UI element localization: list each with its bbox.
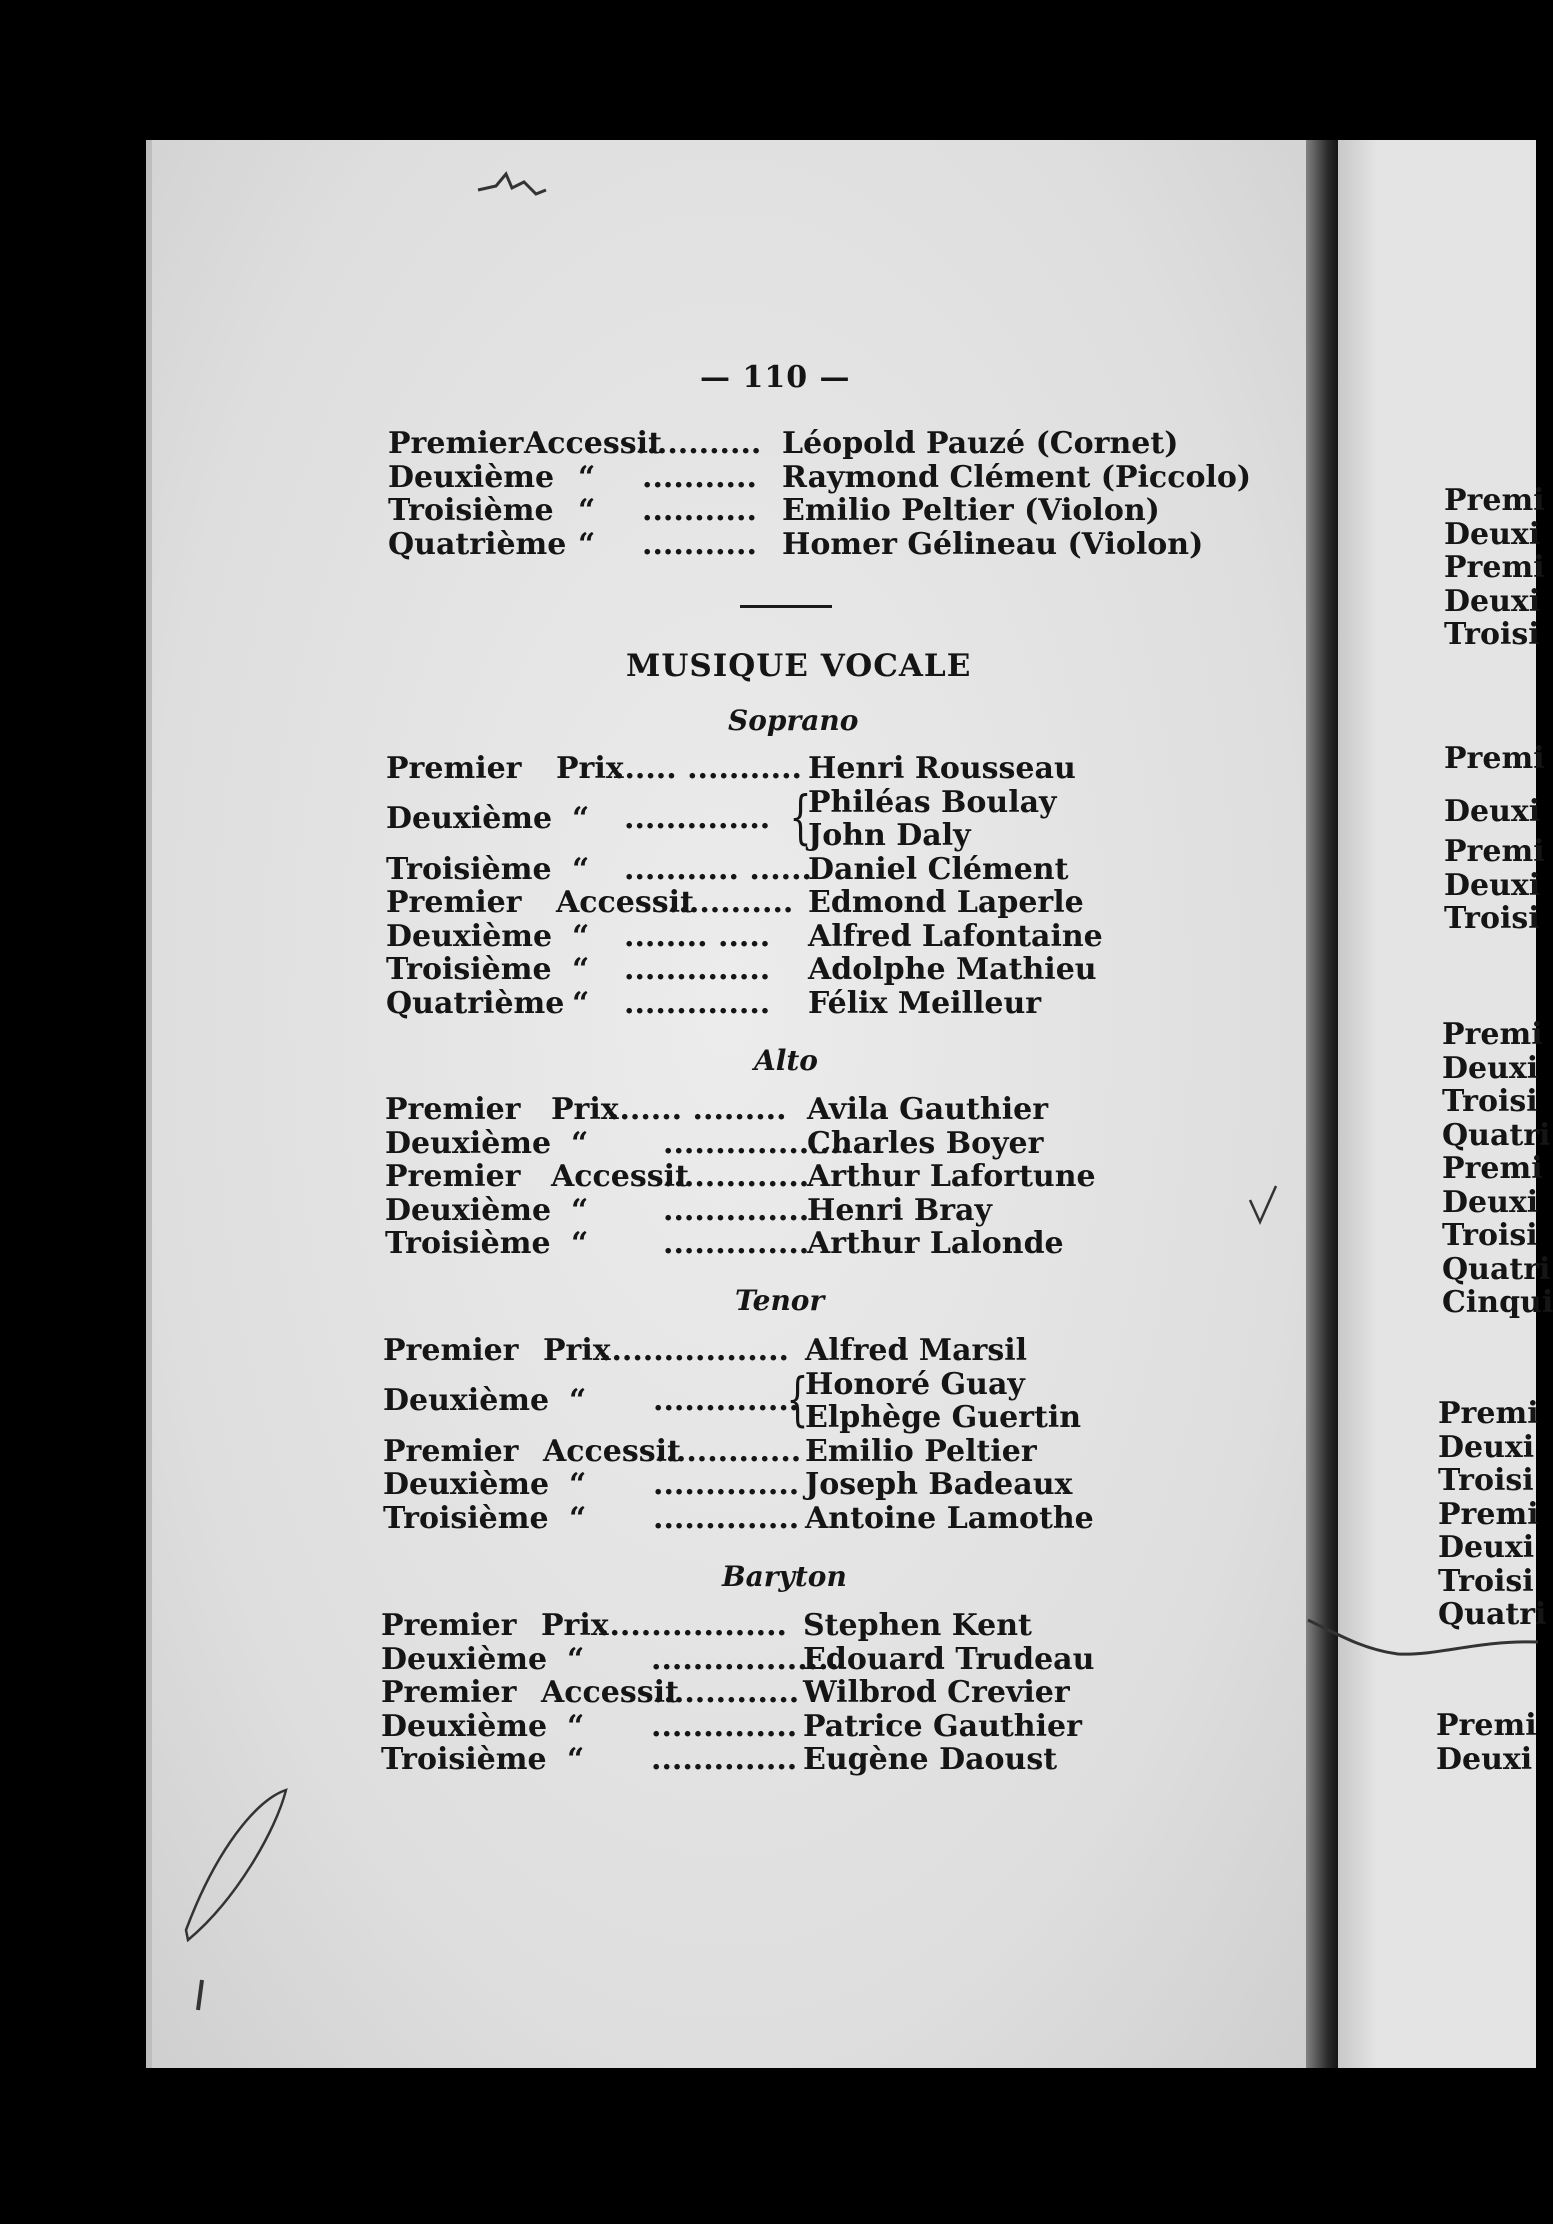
winner-name: Philéas Boulay <box>808 784 1057 820</box>
award-row <box>385 1127 1205 1161</box>
award-type: “ <box>578 459 596 495</box>
leader-dots: ........ ..... <box>624 918 771 954</box>
baryton-title: Baryton <box>722 1560 847 1593</box>
award-row <box>383 1468 1203 1502</box>
section-divider <box>740 605 832 608</box>
award-rank: Deuxième <box>388 459 555 495</box>
award-row <box>386 987 1206 1021</box>
winner-name: Edouard Trudeau <box>803 1641 1095 1677</box>
winner-name: Arthur Lalonde <box>807 1226 1064 1261</box>
award-row <box>386 853 1206 887</box>
winner-name: Alfred Marsil <box>805 1333 1028 1368</box>
leader-dots: .................. <box>601 1333 789 1368</box>
grouping-brace: { <box>786 1364 809 1433</box>
award-rank: Troisième <box>388 493 554 528</box>
award-row <box>386 886 1206 920</box>
book-gutter <box>1300 140 1340 2068</box>
award-rank: Premier <box>386 885 522 920</box>
right-page-word: Quatri <box>1442 1117 1551 1153</box>
alto-title: Alto <box>754 1044 818 1077</box>
award-type: Accessit <box>551 1159 689 1194</box>
award-rank: Deuxième <box>386 918 553 954</box>
leader-dots: .............. <box>653 1500 800 1536</box>
right-page-word: Premi <box>1442 1017 1543 1052</box>
leader-dots: .............. <box>653 1382 800 1418</box>
award-type: “ <box>567 1742 585 1777</box>
winner-name: Avila Gauthier <box>807 1092 1048 1127</box>
right-page-word: Troisi <box>1444 901 1540 936</box>
leader-dots: .................. <box>599 1608 787 1643</box>
award-row <box>388 459 1252 495</box>
award-rank: Premier <box>383 1433 519 1469</box>
right-page-word: Deuxi <box>1444 867 1541 903</box>
winner-name: Félix Meilleur <box>808 985 1042 1021</box>
right-page-word: Deuxi <box>1444 583 1541 619</box>
right-page-word: Premi <box>1444 483 1545 518</box>
award-row <box>381 1743 1201 1777</box>
award-type: Prix <box>543 1333 611 1368</box>
award-row <box>386 920 1206 954</box>
award-rank: Troisième <box>386 851 552 887</box>
award-type: Accessit <box>524 426 662 461</box>
award-row <box>386 953 1206 987</box>
award-rank: Premier <box>383 1333 519 1368</box>
right-page-word: Premi <box>1438 1496 1539 1532</box>
award-type: “ <box>578 493 596 528</box>
right-page-word: Premi <box>1442 1151 1543 1186</box>
instrumental-list <box>388 426 1252 562</box>
award-rank: Premier <box>381 1675 517 1710</box>
award-type: “ <box>572 800 590 836</box>
right-page-word: Deuxi <box>1438 1429 1535 1465</box>
award-rank: Deuxième <box>381 1708 548 1744</box>
alto-list <box>385 1093 1205 1261</box>
right-page-word: Cinqui <box>1442 1285 1553 1320</box>
award-row <box>381 1676 1201 1710</box>
award-row <box>388 427 1208 461</box>
award-rank: Deuxième <box>386 800 553 836</box>
leader-dots: .............. <box>663 1192 810 1228</box>
award-row <box>385 1093 1205 1127</box>
award-row <box>381 1643 1201 1677</box>
award-row <box>385 1194 1205 1228</box>
winner-name: Honoré Guay <box>805 1366 1025 1402</box>
right-group-5 <box>1438 1397 1546 1632</box>
award-row <box>381 1609 1201 1643</box>
award-row <box>388 494 1208 528</box>
award-rank: Troisième <box>386 952 552 987</box>
winner-name: Elphège Guertin <box>805 1399 1082 1435</box>
leader-dots: ........... ...... <box>624 851 812 887</box>
right-page-word: Quatri <box>1442 1251 1551 1287</box>
award-type: “ <box>567 1641 585 1677</box>
award-rank: Deuxième <box>385 1125 552 1161</box>
right-group-6 <box>1436 1709 1537 1776</box>
award-row <box>385 1227 1205 1261</box>
leader-dots: .............. <box>663 1159 810 1194</box>
winner-name: Antoine Lamothe <box>805 1500 1094 1536</box>
winner-name: Wilbrod Crevier <box>803 1675 1070 1710</box>
award-row <box>381 1710 1201 1744</box>
award-rank: Quatrième <box>388 526 567 562</box>
award-rank: Premier <box>385 1092 521 1127</box>
right-page-word: Troisi <box>1438 1563 1534 1599</box>
leader-dots: .............. <box>663 1226 810 1261</box>
right-page-word: Deuxi <box>1438 1530 1535 1565</box>
award-row <box>388 528 1208 562</box>
award-rank: Premier <box>388 426 524 461</box>
leader-dots: .............. <box>653 1467 800 1502</box>
tenor-list <box>383 1334 1203 1535</box>
winner-name: Eugène Daoust <box>803 1742 1058 1777</box>
award-type: “ <box>578 526 596 562</box>
right-page-word: Quatri <box>1438 1597 1547 1632</box>
baryton-list <box>381 1609 1201 1777</box>
leader-dots: .............. <box>655 1433 802 1469</box>
award-type: “ <box>571 1192 589 1228</box>
award-type: “ <box>569 1500 587 1536</box>
award-type: Accessit <box>541 1675 679 1710</box>
award-rank: Deuxième <box>385 1192 552 1228</box>
award-row <box>386 782 1206 853</box>
award-type: Accessit <box>556 885 694 920</box>
soprano-title: Soprano <box>728 704 859 737</box>
winner-name: Charles Boyer <box>807 1125 1044 1161</box>
leader-dots: ............ <box>668 885 794 920</box>
leader-dots: ............ <box>636 426 762 461</box>
winner-name: Patrice Gauthier <box>803 1708 1082 1744</box>
award-rank: Deuxième <box>383 1467 550 1502</box>
award-type: “ <box>569 1467 587 1502</box>
award-row <box>383 1364 1203 1435</box>
winner-name: Henri Bray <box>807 1192 992 1228</box>
winner-name: Emilio Peltier <box>805 1433 1037 1469</box>
winner-name: Emilio Peltier (Violon) <box>782 493 1160 528</box>
right-page-word: Deuxi <box>1444 516 1541 552</box>
award-rank: Premier <box>386 751 522 786</box>
leader-dots: ....... ......... <box>609 1092 787 1127</box>
award-type: “ <box>569 1382 587 1418</box>
right-group-2 <box>1444 732 1545 838</box>
right-group-4 <box>1442 1018 1553 1320</box>
right-page-word: Deuxi <box>1442 1184 1539 1220</box>
grouping-brace: { <box>789 782 812 851</box>
right-page-word: Premi <box>1444 741 1545 776</box>
winner-name: Arthur Lafortune <box>807 1159 1096 1194</box>
award-rank: Premier <box>385 1159 521 1194</box>
winner-name: Léopold Pauzé (Cornet) <box>782 426 1179 461</box>
award-rank: Quatrième <box>386 985 565 1021</box>
winner-name: Stephen Kent <box>803 1608 1032 1643</box>
leader-dots: ...... ........... <box>614 751 802 786</box>
right-page-word: Premi <box>1438 1396 1539 1431</box>
winner-name: Homer Gélineau (Violon) <box>782 526 1204 562</box>
pencil-checkmark <box>1246 1180 1286 1240</box>
award-type: “ <box>572 985 590 1021</box>
right-page-word: Troisi <box>1442 1084 1538 1119</box>
award-type: Prix <box>556 751 624 786</box>
award-row <box>383 1502 1203 1536</box>
winner-name: Adolphe Mathieu <box>808 952 1097 987</box>
leader-dots: ........... <box>642 459 757 495</box>
leader-dots: .............. <box>651 1742 798 1777</box>
leader-dots: .................. <box>651 1641 839 1677</box>
leader-dots: .............. <box>651 1708 798 1744</box>
leader-dots: ........... <box>642 493 757 528</box>
award-type: “ <box>572 851 590 887</box>
award-row <box>383 1435 1203 1469</box>
leader-dots: .............. <box>624 800 771 836</box>
award-type: “ <box>572 952 590 987</box>
award-row <box>383 1334 1203 1368</box>
winner-name: Alfred Lafontaine <box>808 918 1103 954</box>
right-group-1 <box>1444 484 1545 652</box>
award-type: “ <box>571 1125 589 1161</box>
right-page-word: Deuxi <box>1444 794 1541 829</box>
award-rank: Troisième <box>383 1500 549 1536</box>
winner-name: Raymond Clément (Piccolo) <box>782 459 1252 495</box>
leader-dots: .................. <box>663 1125 851 1161</box>
award-rank: Deuxième <box>383 1382 550 1418</box>
leader-dots: ........... <box>642 526 757 562</box>
award-type: Prix <box>551 1092 619 1127</box>
leader-dots: .............. <box>624 985 771 1021</box>
tenor-title: Tenor <box>735 1284 825 1317</box>
right-page-word: Deuxi <box>1436 1741 1533 1777</box>
winner-name: Edmond Laperle <box>808 885 1084 920</box>
leader-dots: .............. <box>624 952 771 987</box>
right-page-word: Deuxi <box>1442 1050 1539 1086</box>
pencil-quill-sketch <box>176 1740 296 2020</box>
award-type: “ <box>571 1226 589 1261</box>
right-page-word: Troisi <box>1444 617 1540 652</box>
award-rank: Premier <box>381 1608 517 1643</box>
award-row <box>386 752 1206 786</box>
right-page-word: Troisi <box>1442 1218 1538 1253</box>
winner-name: Henri Rousseau <box>808 751 1076 786</box>
page-number: — 110 — <box>700 360 851 395</box>
award-type: “ <box>572 918 590 954</box>
award-rank: Deuxième <box>381 1641 548 1677</box>
right-page-word: Troisi <box>1438 1463 1534 1498</box>
award-type: Accessit <box>543 1433 681 1469</box>
award-type: “ <box>567 1708 585 1744</box>
pencil-scribble-top <box>476 160 556 200</box>
right-page-word: Premi <box>1444 550 1545 585</box>
right-page-word: Premi <box>1444 834 1545 869</box>
award-row <box>385 1160 1205 1194</box>
soprano-list <box>386 752 1206 1020</box>
right-group-3 <box>1444 835 1545 936</box>
right-page-word: Premi <box>1436 1708 1537 1743</box>
winner-name: John Daly <box>808 817 971 853</box>
award-rank: Troisième <box>381 1742 547 1777</box>
section-title: MUSIQUE VOCALE <box>626 648 972 684</box>
winner-name: Daniel Clément <box>808 851 1069 887</box>
award-type: Prix <box>541 1608 609 1643</box>
winner-name: Joseph Badeaux <box>805 1467 1073 1502</box>
leader-dots: .............. <box>653 1675 800 1710</box>
award-rank: Troisième <box>385 1226 551 1261</box>
